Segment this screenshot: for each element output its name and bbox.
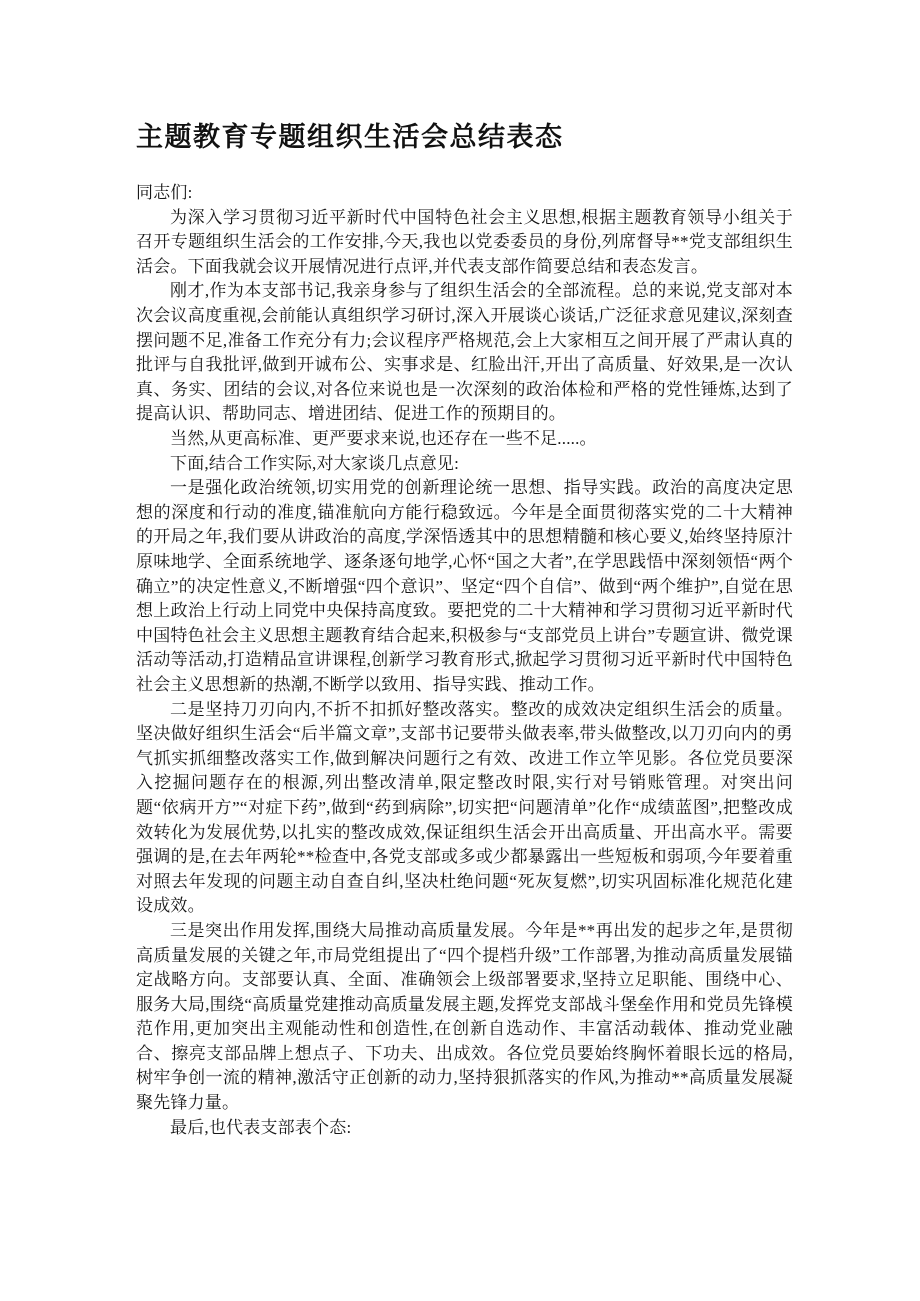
paragraph-intro: 为深入学习贯彻习近平新时代中国特色社会主义思想,根据主题教育领导小组关于召开专题组织生活会的工作安排,今天,我也以党委委员的身份,列席督导**党支部组织生活会。下面我就会议开展情况进行点评,并代表支部作简要总结和表态发言。 xyxy=(136,207,793,276)
paragraph-closing: 最后,也代表支部表个态: xyxy=(170,1117,352,1137)
paragraph-point-three: 三是突出作用发挥,围绕大局推动高质量发展。今年是**再出发的起步之年,是贯彻高质量发展的关键之年,市局党组提出了“四个提档升级”工作部署,为推动高质量发展锚定战略方向。支部要认真、全面、准确领会上级部署要求,坚持立足职能、围绕中心、服务大局,围绕“高质量党建推动高质量发展主题,发挥党支部战斗堡垒作用和党员先锋模范作用,更加突出主观能动性和创造性,在创新自选动作、丰富活动载体、推动党业融合、擦亮支部品牌上想点子、下功夫、出成效。各位党员要始终胸怀着眼长远的格局,树牢争创一流的精神,激活守正创新的动力,坚持狠抓落实的作风,为推动**高质量发展凝聚先锋力量。 xyxy=(136,920,793,1113)
document-content xyxy=(136,120,793,1140)
paragraph-point-one: 一是强化政治统领,切实用党的创新理论统一思想、指导实践。政治的高度决定思想的深度和行动的准度,锚准航向方能行稳致远。今年是全面贯彻落实党的二十大精神的开局之年,我们要从讲政治的高度,学深悟透其中的思想精髓和核心要义,始终坚持原汁原味地学、全面系统地学、逐条逐句地学,心怀“国之大者”,在学思践悟中深刻领悟“两个确立”的决定性意义,不断增强“四个意识”、坚定“四个自信”、做到“两个维护”,自觉在思想上政治上行动上同党中央保持高度致。要把党的二十大精神和学习贯彻习近平新时代中国特色社会主义思想主题教育结合起来,积极参与“支部党员上讲台”专题宣讲、微党课活动等活动,打造精品宣讲课程,创新学习教育形式,掀起学习贯彻习近平新时代中国特色社会主义思想新的热潮,不断学以致用、指导实践、推动工作。 xyxy=(136,478,793,694)
paragraph-review: 刚才,作为本支部书记,我亲身参与了组织生活会的全部流程。总的来说,党支部对本次会议高度重视,会前能认真组织学习研讨,深入开展谈心谈话,广泛征求意见建议,深刻查摆问题不足,准备工作充分有力;会议程序严格规范,会上大家相互之间开展了严肃认真的批评与自我批评,做到开诚布公、实事求是、红脸出汗,开出了高质量、好效果,是一次认真、务实、团结的会议,对各位来说也是一次深刻的政治体检和严格的党性锤炼,达到了提高认识、帮助同志、增进团结、促进工作的预期目的。 xyxy=(136,281,793,424)
paragraph-point-two: 二是坚持刀刃向内,不折不扣抓好整改落实。整改的成效决定组织生活会的质量。坚决做好组织生活会“后半篇文章”,支部书记要带头做表率,带头做整改,以刀刃向内的勇气抓实抓细整改落实工作,做到解决问题行之有效、改进工作立竿见影。各位党员要深入挖掘问题存在的根源,列出整改清单,限定整改时限,实行对号销账管理。对突出问题“依病开方”“对症下药”,做到“药到病除”,切实把“问题清单”化作“成绩蓝图”,把整改成效转化为发展优势,以扎实的整改成效,保证组织生活会开出高质量、开出高水平。需要强调的是,在去年两轮**检查中,各党支部或多或少都暴露出一些短板和弱项,今年要着重对照去年发现的问题主动自查自纠,坚决杜绝问题“死灰复燃”,切实巩固标准化规范化建设成效。 xyxy=(136,699,793,916)
paragraph-lead-in: 下面,结合工作实际,对大家谈几点意见: xyxy=(170,453,460,473)
document-title: 主题教育专题组织生活会总结表态 xyxy=(136,122,564,152)
salutation: 同志们: xyxy=(136,183,193,203)
paragraph-shortcomings: 当然,从更高标准、更严要求来说,也还存在一些不足.....。 xyxy=(170,429,597,449)
